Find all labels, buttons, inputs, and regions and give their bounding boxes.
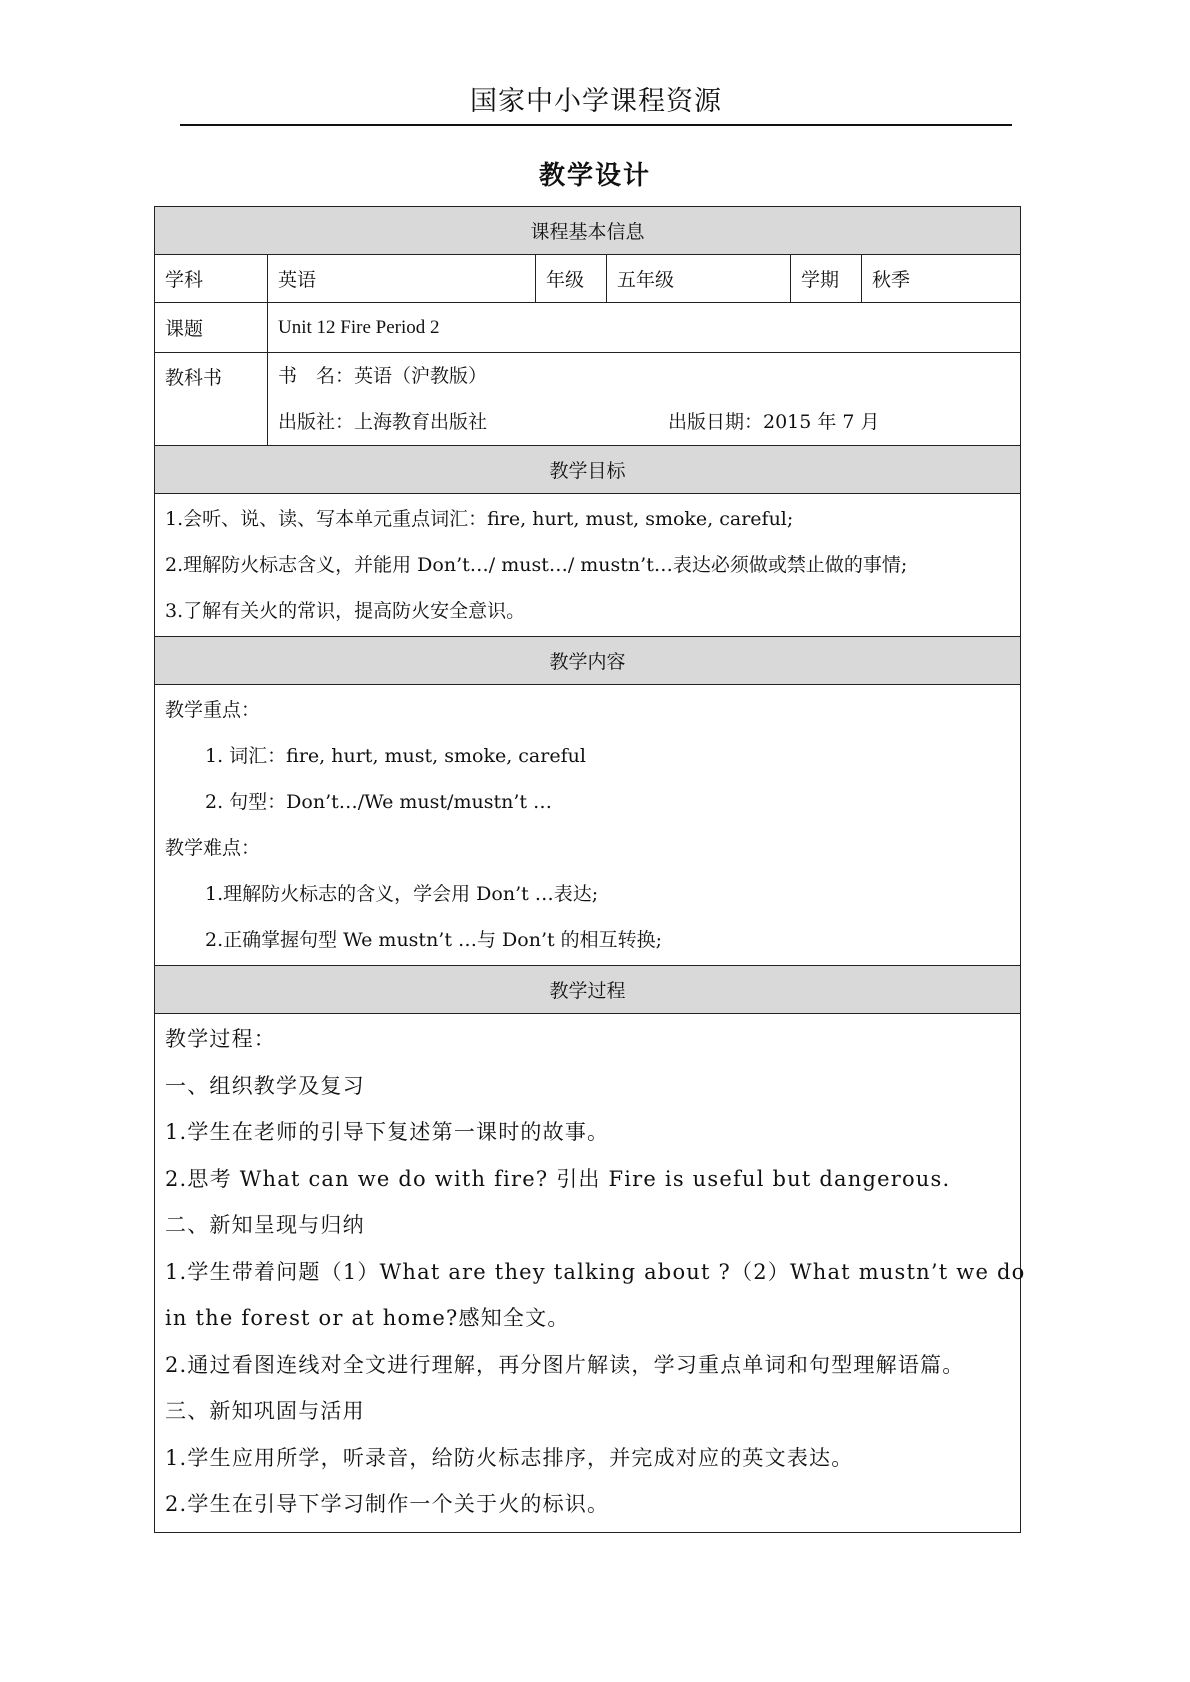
section-header-process: 教学过程 [155,966,1021,1014]
lesson-design-table [154,206,1026,1533]
term-label: 学期 [791,255,862,303]
textbook-publisher-row [278,399,1010,445]
key-point-item: 1. 词汇：fire, hurt, must, smoke, careful [205,745,586,767]
key-point-item: 2. 句型：Don’t…/We must/mustn’t … [205,791,553,813]
textbook-publisher: 出版社：上海教育出版社 [278,411,488,433]
process-line: 二、新知呈现与归纳 [165,1213,365,1237]
topic-label: 课题 [155,303,268,353]
process-line: 三、新知巩固与活用 [165,1399,365,1423]
grade-label: 年级 [536,255,607,303]
section-header-objectives: 教学目标 [155,446,1021,494]
process-line: 2.通过看图连线对全文进行理解，再分图片解读，学习重点单词和句型理解语篇。 [165,1352,965,1377]
subject-value: 英语 [268,255,536,303]
site-header: 国家中小学课程资源 [180,80,1012,126]
section-header-content: 教学内容 [155,637,1021,685]
process-line: 2.学生在引导下学习制作一个关于火的标识。 [165,1492,610,1516]
textbook-publish-date: 出版日期：2015 年 7 月 [668,411,880,433]
process-line: 1.学生在老师的引导下复述第一课时的故事。 [165,1120,610,1144]
document-title: 教学设计 [538,161,651,191]
process-line: 1.学生带着问题（1）What are they talking about ?（2）What mustn’t we do [165,1259,1026,1284]
difficulty-item: 2.正确掌握句型 We mustn’t …与 Don’t 的相互转换; [205,929,663,951]
key-points-label: 教学重点： [165,699,261,721]
process-list [155,1014,1026,1533]
objective-item: 2.理解防火标志含义，并能用 Don’t…/ must…/ mustn’t…表达必须做或禁止做的事情; [165,554,908,576]
objectives-list [155,494,1021,637]
difficulty-label: 教学难点： [165,837,261,859]
content-list [155,685,1021,966]
difficulty-item: 1.理解防火标志的含义，学会用 Don’t …表达; [205,883,599,905]
process-line: 2.思考 What can we do with fire? 引出 Fire is useful but dangerous. [165,1166,951,1191]
grade-value: 五年级 [607,255,791,303]
subject-label: 学科 [155,255,268,303]
term-value: 秋季 [862,255,1021,303]
objective-item: 3.了解有关火的常识，提高防火安全意识。 [165,600,526,622]
process-line: 教学过程： [165,1027,276,1051]
process-line: 一、组织教学及复习 [165,1073,365,1098]
objective-item: 1.会听、说、读、写本单元重点词汇：fire, hurt, must, smoke, careful; [165,508,794,530]
textbook-label: 教科书 [155,353,268,446]
textbook-info [268,353,1021,446]
process-line: 1.学生应用所学，听录音，给防火标志排序，并完成对应的英文表达。 [165,1445,854,1470]
section-header-basic-info: 课程基本信息 [155,207,1021,255]
process-line: in the forest or at home?感知全文。 [165,1306,570,1330]
textbook-name: 书 名：英语（沪教版） [278,365,488,387]
topic-value: Unit 12 Fire Period 2 [268,303,1021,353]
